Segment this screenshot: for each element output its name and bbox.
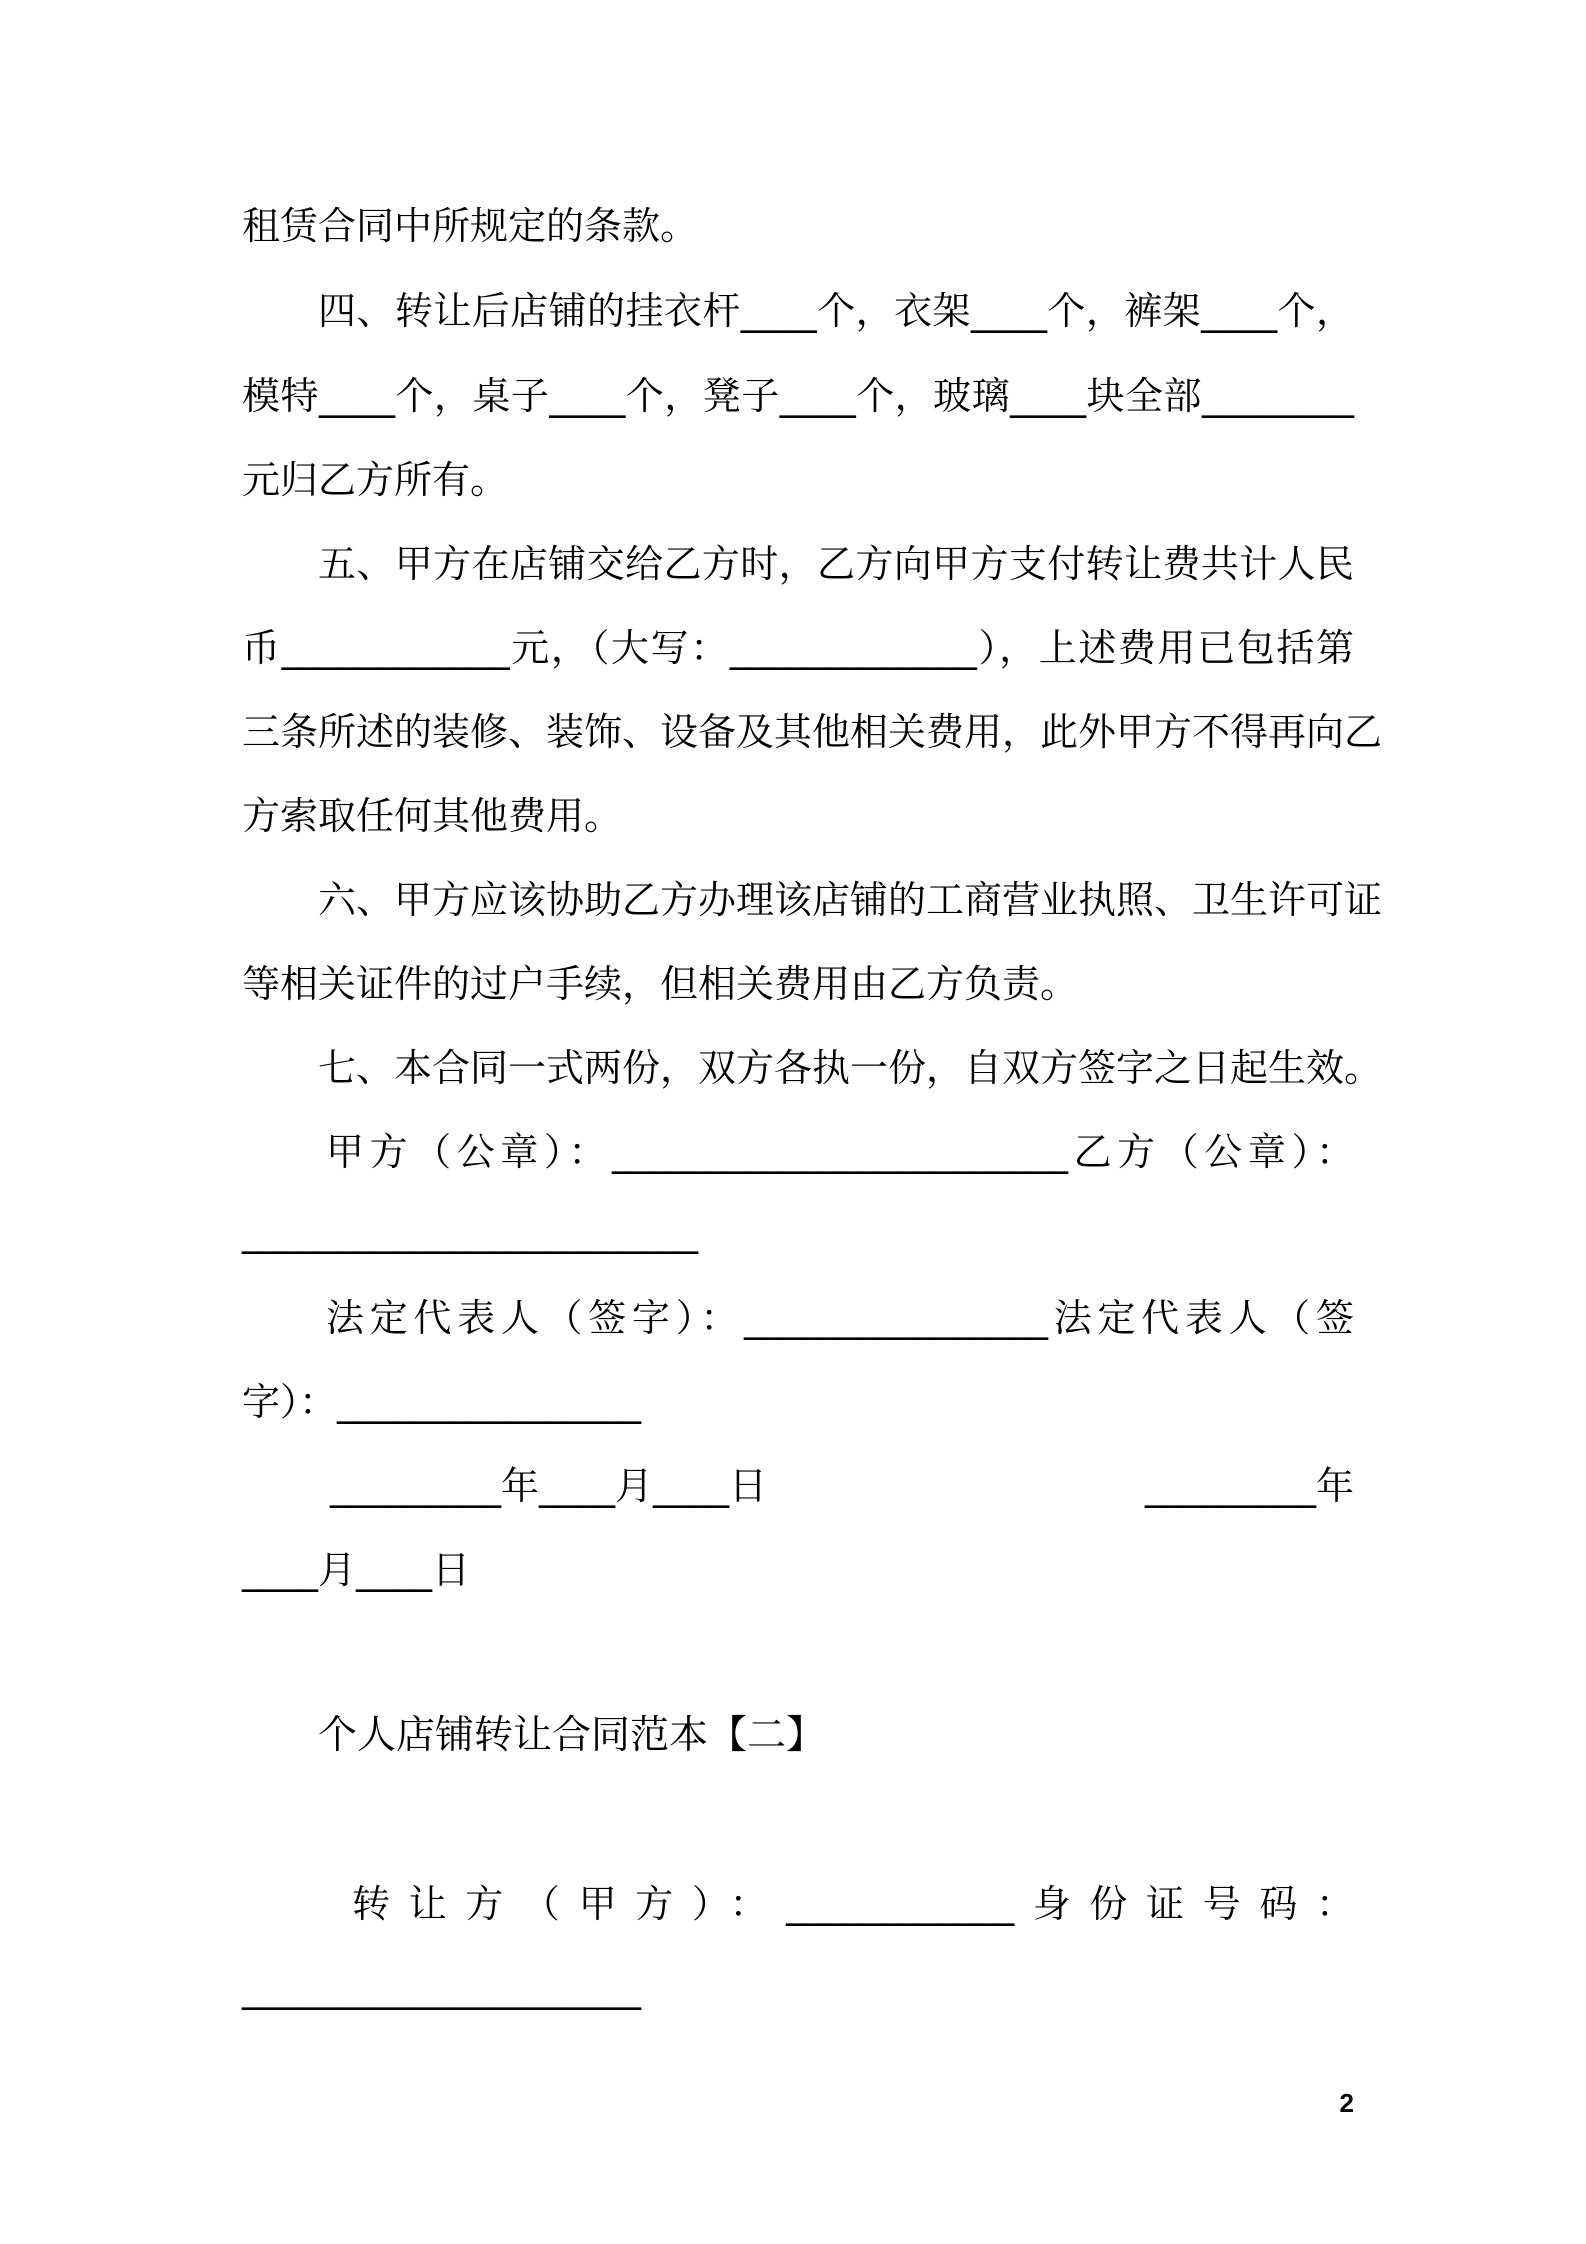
text-line-continuation: 租赁合同中所规定的条款。 <box>242 204 699 248</box>
transferor-line: 转让方（甲方）：____________身份证号码： <box>352 1882 1354 1926</box>
date-line-party-b-continuation: ____月____日 <box>242 1548 471 1592</box>
clause-7-line: 七、本合同一式两份，双方各执一份，自双方签字之日起生效。 <box>318 1046 1383 1090</box>
date-line-party-b: _________年 <box>1144 1464 1354 1508</box>
clause-5-line-3: 三条所述的装修、装饰、设备及其他相关费用，此外甲方不得再向乙 <box>242 710 1383 754</box>
legal-representative-continuation: 字）：________________ <box>242 1380 642 1424</box>
clause-6-line-2: 等相关证件的过户手续，但相关费用由乙方负责。 <box>242 962 1079 1006</box>
page-number: 2 <box>1339 2088 1354 2118</box>
clause-4-line-1: 四、转让后店铺的挂衣杆____个，衣架____个，裤架____个， <box>318 289 1354 333</box>
transferor-id-blank: _____________________ <box>242 1966 641 2010</box>
legal-representative-line: 法定代表人（签字）：________________法定代表人（签 <box>326 1296 1354 1340</box>
signature-seal-line: 甲方（公章）：________________________乙方（公章）： <box>326 1130 1354 1174</box>
clause-5-line-2: 币____________元，（大写：_____________），上述费用已包括第 <box>242 626 1354 670</box>
clause-6-line-1: 六、甲方应该协助乙方办理该店铺的工商营业执照、卫生许可证 <box>318 878 1383 922</box>
section-title: 个人店铺转让合同范本【二】 <box>318 1713 826 1758</box>
date-line-party-a: _________年____月____日 <box>330 1464 768 1508</box>
clause-5-line-1: 五、甲方在店铺交给乙方时，乙方向甲方支付转让费共计人民 <box>318 542 1354 586</box>
clause-4-line-2: 模特____个，桌子____个，凳子____个，玻璃____块全部________ <box>242 374 1354 418</box>
signature-seal-blank: ________________________ <box>242 1210 698 1254</box>
clause-4-line-3: 元归乙方所有。 <box>242 458 509 502</box>
clause-5-line-4: 方索取任何其他费用。 <box>242 794 623 838</box>
